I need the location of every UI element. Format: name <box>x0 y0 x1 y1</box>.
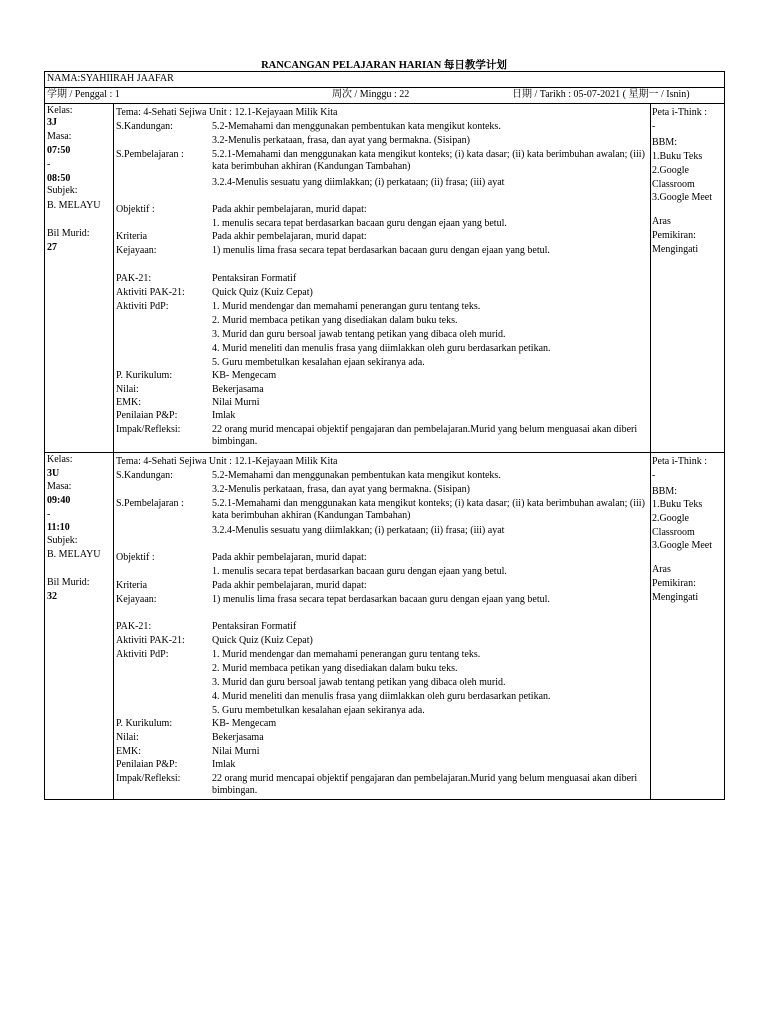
curriculum-label: P. Kurikulum: <box>116 370 173 381</box>
bbm-label: BBM: <box>652 137 678 148</box>
reflection-label: Impak/Refleksi: <box>116 773 181 784</box>
ithink-value: - <box>652 470 656 481</box>
criteria-2: 1) menulis lima frasa secara tepat berdasarkan bacaan guru dengan ejaan yang betul. <box>212 245 550 256</box>
pdp-activity-1: 1. Murid mendengar dan memahami penerangan guru tentang teks. <box>212 301 481 312</box>
subject-value: B. MELAYU <box>47 200 101 211</box>
content-standard-1: 5.2-Memahami dan menggunakan pembentukan kata mengikut konteks. <box>212 470 501 481</box>
pak21-activity-label: Aktiviti PAK-21: <box>116 635 185 646</box>
curriculum-value: KB- Mengecam <box>212 718 277 729</box>
students-label: Bil Murid: <box>47 228 90 239</box>
pdp-activity-5: 5. Guru membetulkan kesalahan ejaan sekiranya ada. <box>212 357 425 368</box>
bbm-item-3: 3.Google Meet <box>652 540 712 551</box>
criteria-label: Kriteria <box>116 231 148 242</box>
learning-standard-2: 3.2.4-Menulis sesuatu yang diimlakkan; (i) perkataan; (ii) frasa; (iii) ayat <box>212 177 505 188</box>
pak21-label: PAK-21: <box>116 273 152 284</box>
learning-standard-2: 3.2.4-Menulis sesuatu yang diimlakkan; (i) perkataan; (ii) frasa; (iii) ayat <box>212 525 505 536</box>
curriculum-value: KB- Mengecam <box>212 370 277 381</box>
reflection-label: Impak/Refleksi: <box>116 424 181 435</box>
objective-1: Pada akhir pembelajaran, murid dapat: <box>212 204 367 215</box>
values-label: Nilai: <box>116 384 139 395</box>
column-divider <box>113 103 114 800</box>
success-label: Kejayaan: <box>116 245 157 256</box>
values-label: Nilai: <box>116 732 139 743</box>
thinking-level-label-1: Aras <box>652 564 671 575</box>
class-label: Kelas: <box>47 105 73 116</box>
pdp-activity-3: 3. Murid dan guru bersoal jawab tentang petikan yang dibaca oleh murid. <box>212 677 506 688</box>
values-value: Bekerjasama <box>212 732 264 743</box>
pdp-activity-label: Aktiviti PdP: <box>116 301 169 312</box>
assessment-label: Penilaian P&P: <box>116 410 178 421</box>
students-label: Bil Murid: <box>47 577 90 588</box>
teacher-name: NAMA:SYAHIIRAH JAAFAR <box>47 73 174 84</box>
thinking-level-label-1: Aras <box>652 216 671 227</box>
reflection-value: 22 orang murid mencapai objektif pengajaran dan pembelajaran.Murid yang belum menguasai akan diberi bimbingan. <box>212 773 638 796</box>
time-end: 11:10 <box>47 522 70 533</box>
class-label: Kelas: <box>47 454 73 465</box>
theme-unit: Tema: 4-Sehati Sejiwa Unit : 12.1-Kejayaan Milik Kita <box>116 107 338 118</box>
time-label: Masa: <box>47 131 72 142</box>
values-value: Bekerjasama <box>212 384 264 395</box>
time-end: 08:50 <box>47 173 71 184</box>
pak21-value: Pentaksiran Formatif <box>212 273 297 284</box>
bbm-item-1: 1.Buku Teks <box>652 151 703 162</box>
date-field: 日期 / Tarikh : 05-07-2021 ( 星期一 / Isnin) <box>512 89 690 100</box>
time-label: Masa: <box>47 481 72 492</box>
reflection-value: 22 orang murid mencapai objektif pengajaran dan pembelajaran.Murid yang belum menguasai akan diberi bimbingan. <box>212 424 638 447</box>
assessment-label: Penilaian P&P: <box>116 759 178 770</box>
bbm-item-2a: 2.Google <box>652 513 689 524</box>
class-value: 3U <box>47 468 60 479</box>
week-field: 周次 / Minggu : 22 <box>332 89 410 100</box>
objective-label: Objektif : <box>116 204 155 215</box>
emk-label: EMK: <box>116 746 141 757</box>
success-label: Kejayaan: <box>116 594 157 605</box>
pdp-activity-label: Aktiviti PdP: <box>116 649 169 660</box>
row-divider <box>45 103 724 104</box>
subject-label: Subjek: <box>47 535 78 546</box>
pak21-activity-value: Quick Quiz (Kuiz Cepat) <box>212 635 313 646</box>
subject-value: B. MELAYU <box>47 549 101 560</box>
pak21-label: PAK-21: <box>116 621 152 632</box>
content-standard-label: S.Kandungan: <box>116 121 173 132</box>
criteria-label: Kriteria <box>116 580 148 591</box>
bbm-item-2b: Classroom <box>652 179 695 190</box>
time-start: 09:40 <box>47 495 71 506</box>
bbm-item-2a: 2.Google <box>652 165 689 176</box>
assessment-value: Imlak <box>212 410 236 421</box>
students-value: 32 <box>47 591 57 602</box>
pak21-activity-label: Aktiviti PAK-21: <box>116 287 185 298</box>
thinking-level-value: Mengingati <box>652 244 699 255</box>
curriculum-label: P. Kurikulum: <box>116 718 173 729</box>
ithink-label: Peta i-Think : <box>652 107 707 118</box>
content-standard-label: S.Kandungan: <box>116 470 173 481</box>
objective-label: Objektif : <box>116 552 155 563</box>
criteria-1: Pada akhir pembelajaran, murid dapat: <box>212 580 367 591</box>
time-start: 07:50 <box>47 145 71 156</box>
content-standard-2: 3.2-Menulis perkataan, frasa, dan ayat yang bermakna. (Sisipan) <box>212 135 470 146</box>
term-field: 学期 / Penggal : 1 <box>47 89 120 100</box>
pdp-activity-5: 5. Guru membetulkan kesalahan ejaan sekiranya ada. <box>212 705 425 716</box>
row-divider <box>45 87 724 88</box>
assessment-value: Imlak <box>212 759 236 770</box>
thinking-level-label-2: Pemikiran: <box>652 230 696 241</box>
subject-label: Subjek: <box>47 185 78 196</box>
class-value: 3J <box>47 117 57 128</box>
ithink-label: Peta i-Think : <box>652 456 707 467</box>
ithink-value: - <box>652 121 656 132</box>
objective-1: Pada akhir pembelajaran, murid dapat: <box>212 552 367 563</box>
objective-2: 1. menulis secara tepat berdasarkan bacaan guru dengan ejaan yang betul. <box>212 566 507 577</box>
thinking-level-label-2: Pemikiran: <box>652 578 696 589</box>
pdp-activity-2: 2. Murid membaca petikan yang disediakan dalam buku teks. <box>212 663 458 674</box>
objective-2: 1. menulis secara tepat berdasarkan bacaan guru dengan ejaan yang betul. <box>212 218 507 229</box>
learning-standard-1: 5.2.1-Memahami dan menggunakan kata mengikut konteks; (i) kata dasar; (ii) kata berimbuhan awalan; (iii) kata berimbuhan akhiran (Kandungan Tambahan) <box>212 149 645 172</box>
lesson-plan-table <box>44 71 725 800</box>
pdp-activity-4: 4. Murid meneliti dan menulis frasa yang diimlakkan oleh guru berdasarkan petikan. <box>212 691 551 702</box>
learning-standard-label: S.Pembelajaran : <box>116 149 184 160</box>
learning-standard-1: 5.2.1-Memahami dan menggunakan kata mengikut konteks; (i) kata dasar; (ii) kata berimbuhan awalan; (iii) kata berimbuhan akhiran (Kandungan Tambahan) <box>212 498 645 521</box>
bbm-item-3: 3.Google Meet <box>652 192 712 203</box>
time-dash: - <box>47 159 51 170</box>
emk-value: Nilai Murni <box>212 746 260 757</box>
emk-value: Nilai Murni <box>212 397 260 408</box>
criteria-2: 1) menulis lima frasa secara tepat berdasarkan bacaan guru dengan ejaan yang betul. <box>212 594 550 605</box>
content-standard-2: 3.2-Menulis perkataan, frasa, dan ayat yang bermakna. (Sisipan) <box>212 484 470 495</box>
pdp-activity-1: 1. Murid mendengar dan memahami penerangan guru tentang teks. <box>212 649 481 660</box>
criteria-1: Pada akhir pembelajaran, murid dapat: <box>212 231 367 242</box>
pak21-activity-value: Quick Quiz (Kuiz Cepat) <box>212 287 313 298</box>
bbm-label: BBM: <box>652 486 678 497</box>
document-title: RANCANGAN PELAJARAN HARIAN 每日教学计划 <box>261 60 507 71</box>
bbm-item-1: 1.Buku Teks <box>652 499 703 510</box>
pak21-value: Pentaksiran Formatif <box>212 621 297 632</box>
thinking-level-value: Mengingati <box>652 592 699 603</box>
time-dash: - <box>47 509 51 520</box>
bbm-item-2b: Classroom <box>652 527 695 538</box>
students-value: 27 <box>47 242 57 253</box>
content-standard-1: 5.2-Memahami dan menggunakan pembentukan kata mengikut konteks. <box>212 121 501 132</box>
theme-unit: Tema: 4-Sehati Sejiwa Unit : 12.1-Kejayaan Milik Kita <box>116 456 338 467</box>
pdp-activity-4: 4. Murid meneliti dan menulis frasa yang diimlakkan oleh guru berdasarkan petikan. <box>212 343 551 354</box>
learning-standard-label: S.Pembelajaran : <box>116 498 184 509</box>
pdp-activity-2: 2. Murid membaca petikan yang disediakan dalam buku teks. <box>212 315 458 326</box>
emk-label: EMK: <box>116 397 141 408</box>
pdp-activity-3: 3. Murid dan guru bersoal jawab tentang petikan yang dibaca oleh murid. <box>212 329 506 340</box>
row-divider <box>45 452 724 453</box>
